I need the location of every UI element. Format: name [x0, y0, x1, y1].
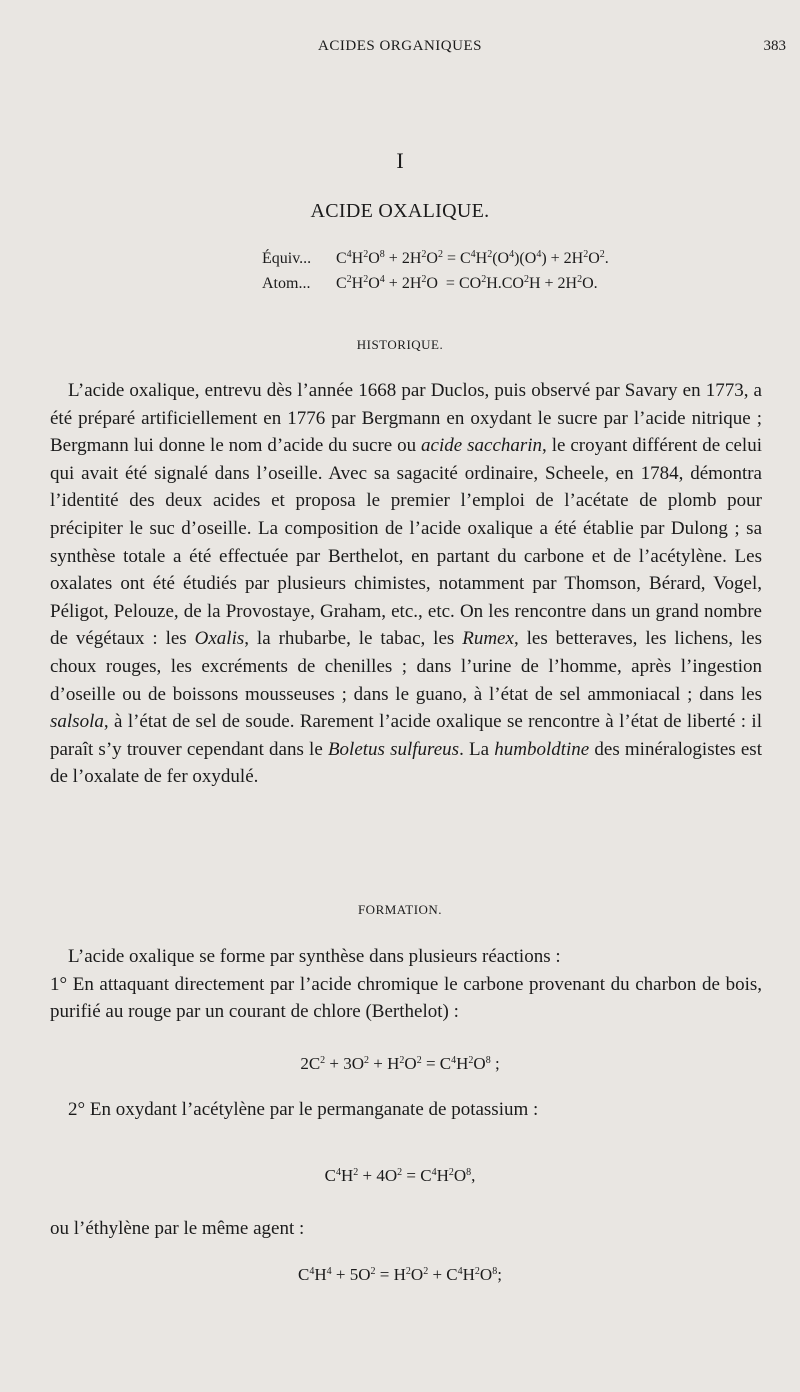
historique-paragraph: L’acide oxalique, entrevu dès l’année 1668 par Duclos, puis observé par Savary en 1773, a été préparé artificiellement en 1776 par Bergmann en oxydant le sucre par l’acide nitrique ; Bergmann lui donne le nom d’acide du sucre ou acide saccharin, le croyant différent de celui qui avait été signalé dans l’oseille. Avec sa sagacité ordinaire, Scheele, en 1784, démontra l’identité des deux acides et proposa le premier l’emploi de l’acétate de plomb pour précipiter le suc d’oseille. La composition de l’acide oxalique a été établie par Dulong ; sa synthèse totale a été effectuée par Berthelot, en partant du carbone et de l’acétylène. Les oxalates ont été étudiés par plusieurs chimistes, notamment par Thomson, Bérard, Vogel, Péligot, Pelouze, de la Provostaye, Graham, etc., etc. On les rencontre dans un grand nombre de végétaux : les Oxalis, la rhubarbe, le tabac, les Rumex, les betteraves, les lichens, les choux rouges, les excréments de chenilles ; dans l’urine de l’homme, après l’ingestion d’oseille ou de boissons mousseuses ; dans le guano, à l’état de sel ammoniacal ; dans les salsola, à l’état de sel de soude. Rarement l’acide oxalique se rencontre à l’état de liberté : il paraît s’y trouver cependant dans le Boletus sulfureus. La humboldtine des minéralogistes est de l’oxalate de fer oxydulé.: [50, 380, 762, 788]
chapter-title: ACIDE OXALIQUE.: [310, 200, 490, 222]
equation-ethylene: $C^4H^4 + 5O^2 = H^2O^2 + C^4H^2O^8$;: [298, 1265, 502, 1284]
chapter-number: I: [396, 148, 404, 173]
equation-acetylene: $C^4H^2 + 4O^2 = C^4H^2O^8$,: [324, 1166, 476, 1185]
running-head: [0, 38, 800, 58]
equation-carbon: $2C^2 + 3O^2 + H^2O^2 = C^4H^2O^8$ ;: [300, 1054, 500, 1073]
atomic-formula: [262, 275, 598, 293]
atomic-label: Atom...: [262, 275, 311, 292]
formation-step-3: ou l’éthylène par le même agent :: [50, 1218, 305, 1239]
formation-heading: FORMATION.: [357, 902, 443, 917]
equivalent-expression: $C^4H^2O^8 + 2H^2O^2 = C^4H^2(O^4)(O^4) + 2H^2O^2$.: [336, 249, 609, 267]
historique-heading: HISTORIQUE.: [356, 337, 444, 352]
formation-step-2: 2° En oxydant l’acétylène par le permanganate de potassium :: [68, 1099, 539, 1120]
equivalent-label: Équiv...: [262, 250, 312, 267]
running-title: ACIDES ORGANIQUES: [318, 38, 482, 54]
page-number: 383: [763, 38, 786, 54]
formation-intro: L’acide oxalique se forme par synthèse dans plusieurs réactions : 1° En attaquant directement par l’acide chromique le carbone provenant du charbon de bois, purifié au rouge par un courant de chlore (Berthelot) :: [50, 946, 762, 1023]
atomic-expression: $C^2H^2O^4 + 2H^2O = CO^2H.CO^2H + 2H^2O$.: [336, 274, 598, 292]
equivalent-formula: [262, 250, 609, 268]
